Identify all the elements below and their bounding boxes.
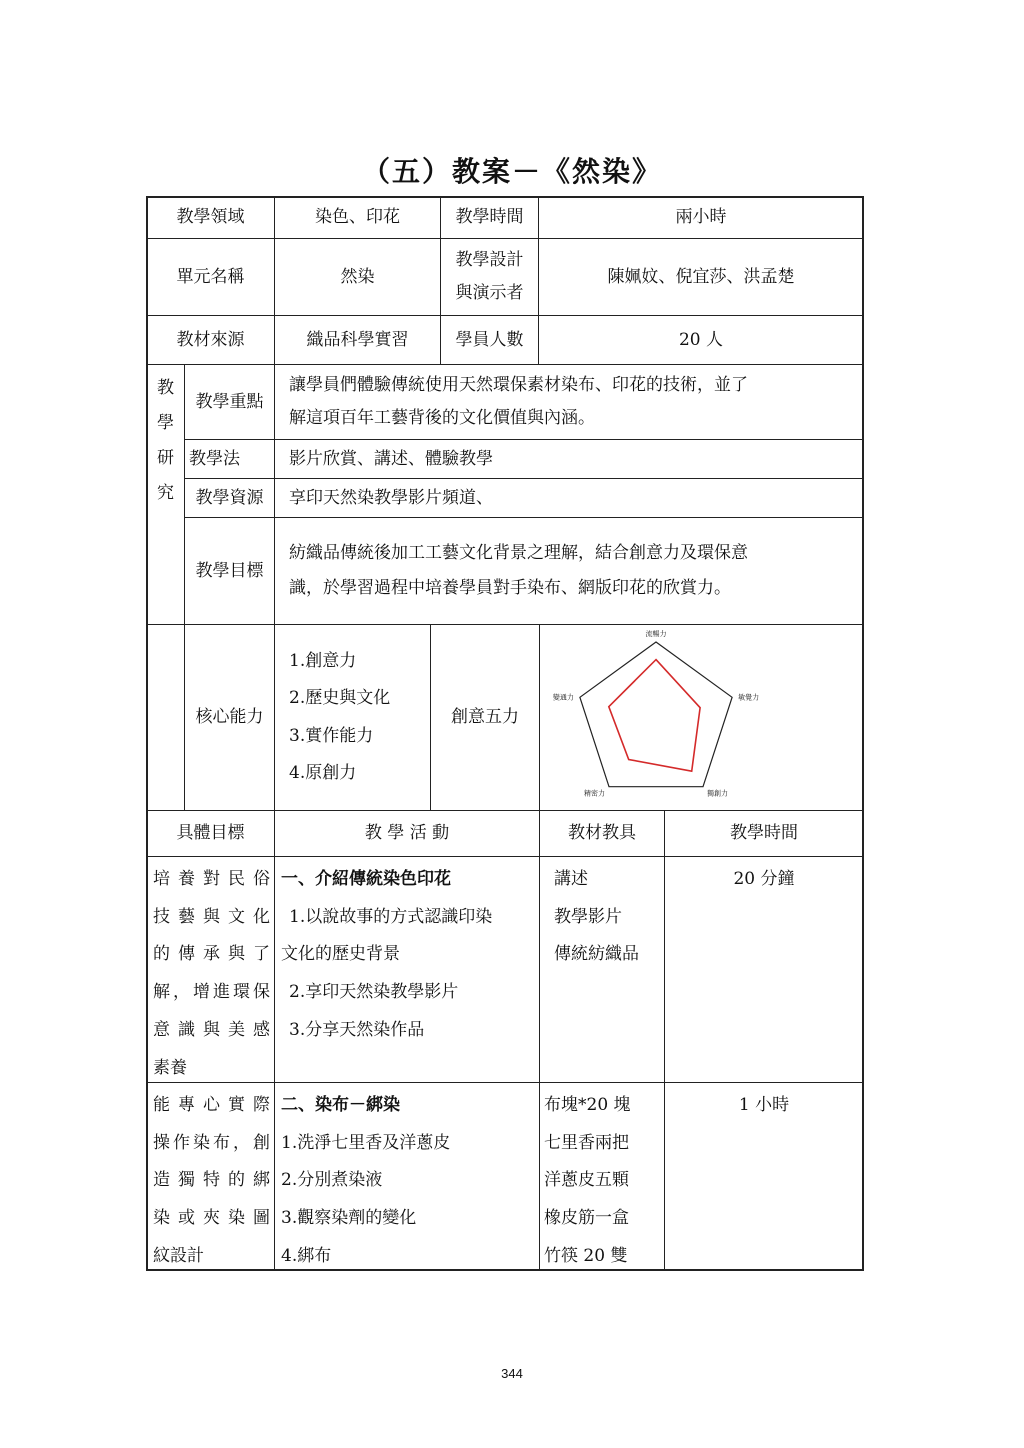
- activity-line: 2.享印天然染教學影片: [289, 982, 459, 1003]
- unit-label: 單元名稱: [146, 238, 275, 316]
- designer-value: 陳姵妏、倪宜莎、洪孟楚: [538, 238, 864, 316]
- activity-row-2-goal: [146, 1082, 275, 1271]
- activity-row-2-materials: [539, 1082, 665, 1271]
- source-value: 織品科學實習: [274, 315, 441, 365]
- core-item: 3.實作能力: [289, 725, 374, 746]
- method-value: 影片欣賞、講述、體驗教學: [274, 439, 864, 479]
- focus-line: 讓學員們體驗傳統使用天然環保素材染布、印花的技術，並了: [289, 374, 748, 395]
- material-line: 竹筷 20 雙: [544, 1245, 628, 1266]
- radar-label-fluency: 流暢力: [645, 630, 667, 638]
- activity-row-2-time: 1 小時: [664, 1082, 864, 1271]
- students-label: 學員人數: [440, 315, 539, 365]
- method-label: 教學法: [184, 439, 275, 479]
- material-line: 洋蔥皮五顆: [544, 1170, 629, 1191]
- activity-line: 4.綁布: [281, 1245, 332, 1266]
- activity-header-activity: 教 學 活 動: [274, 810, 540, 857]
- radar-chart-cell: [539, 624, 864, 811]
- material-line: 橡皮筋一盒: [544, 1208, 629, 1229]
- activity-line: 1.洗淨七里香及洋蔥皮: [281, 1132, 451, 1153]
- radar-chart: [540, 625, 863, 810]
- page-title: （五）教案－《然染》: [361, 155, 662, 188]
- focus-label: 教學重點: [184, 364, 275, 440]
- activity-line: 1.以說故事的方式認識印染: [289, 906, 493, 927]
- resource-value: 享印天然染教學影片頻道、: [274, 478, 864, 518]
- material-line: 講述: [554, 869, 588, 889]
- page-number: 344: [501, 1366, 523, 1381]
- material-line: 傳統紡織品: [554, 944, 639, 965]
- activity-title: 一、介紹傳統染色印花: [281, 869, 451, 889]
- activity-header-time: 教學時間: [664, 810, 864, 857]
- activity-line: 2.分別煮染液: [281, 1170, 383, 1191]
- source-label: 教材來源: [146, 315, 275, 365]
- radar-label-sensitivity: 敏覺力: [738, 693, 760, 702]
- activity-line: 3.分享天然染作品: [289, 1019, 425, 1040]
- core-item: 2.歷史與文化: [289, 688, 391, 709]
- five-abilities-label: 創意五力: [430, 624, 540, 811]
- core-label: 核心能力: [184, 624, 275, 811]
- core-items: [274, 624, 431, 811]
- focus-line: 解這項百年工藝背後的文化價值與內涵。: [289, 408, 595, 428]
- research-side-char: 究: [157, 482, 174, 503]
- time-label: 教學時間: [440, 196, 539, 239]
- row-goal-line: 能專心實際: [153, 1095, 270, 1115]
- core-side-blank: [146, 624, 185, 811]
- material-line: 布塊*20 塊: [544, 1095, 631, 1115]
- students-value: 20 人: [538, 315, 864, 365]
- goal-line: 識，於學習過程中培養學員對手染布、網版印花的欣賞力。: [289, 578, 731, 598]
- activity-row-2-activity: [274, 1082, 540, 1271]
- activity-line: 文化的歷史背景: [281, 944, 400, 965]
- goal-line: 紡織品傳統後加工工藝文化背景之理解，結合創意力及環保意: [289, 543, 748, 564]
- activity-header-goal: 具體目標: [146, 810, 275, 857]
- research-side-label: [146, 364, 185, 625]
- activity-header-materials: 教材教具: [539, 810, 665, 857]
- domain-value: 染色、印花: [274, 196, 441, 239]
- row-goal-line: 的傳承與了: [153, 944, 270, 965]
- material-line: 教學影片: [554, 906, 622, 927]
- row-goal-line: 培養對民俗: [153, 869, 270, 889]
- row-goal-line: 造獨特的綁: [153, 1170, 270, 1191]
- row-goal-line: 意識與美感: [153, 1019, 270, 1040]
- activity-row-1-materials: [539, 856, 665, 1083]
- core-item: 4.原創力: [289, 762, 357, 783]
- research-side-char: 教: [157, 378, 174, 398]
- activity-line: 3.觀察染劑的變化: [281, 1208, 417, 1229]
- activity-title: 二、染布－綁染: [281, 1095, 400, 1115]
- designer-label-line: 與演示者: [455, 283, 524, 303]
- row-goal-line: 素養: [153, 1057, 187, 1078]
- row-goal-line: 解，增進環保: [153, 982, 270, 1003]
- row-goal-line: 染或夾染圖: [153, 1208, 270, 1229]
- designer-label: [440, 238, 539, 316]
- row-goal-line: 紋設計: [153, 1245, 204, 1266]
- research-side-char: 研: [157, 447, 174, 468]
- activity-row-1-activity: [274, 856, 540, 1083]
- core-item: 1.創意力: [289, 650, 357, 671]
- activity-row-1-goal: [146, 856, 275, 1083]
- radar-label-originality: 獨創力: [707, 789, 728, 798]
- row-goal-line: 操作染布，創: [153, 1132, 270, 1153]
- row-goal-line: 技藝與文化: [153, 906, 270, 927]
- research-side-char: 學: [157, 412, 174, 433]
- designer-label-line: 教學設計: [455, 249, 524, 270]
- focus-value: [274, 364, 864, 440]
- domain-label: 教學領域: [146, 196, 275, 239]
- goal-label: 教學目標: [184, 517, 275, 625]
- time-value: 兩小時: [538, 196, 864, 239]
- radar-label-elaboration: 精密力: [584, 789, 605, 798]
- goal-value: [274, 517, 864, 625]
- resource-label: 教學資源: [184, 478, 275, 518]
- radar-label-flexibility: 變通力: [552, 693, 574, 702]
- radar-data-line: [609, 660, 700, 772]
- material-line: 七里香兩把: [544, 1132, 629, 1153]
- unit-value: 然染: [274, 238, 441, 316]
- activity-row-1-time: 20 分鐘: [664, 856, 864, 1083]
